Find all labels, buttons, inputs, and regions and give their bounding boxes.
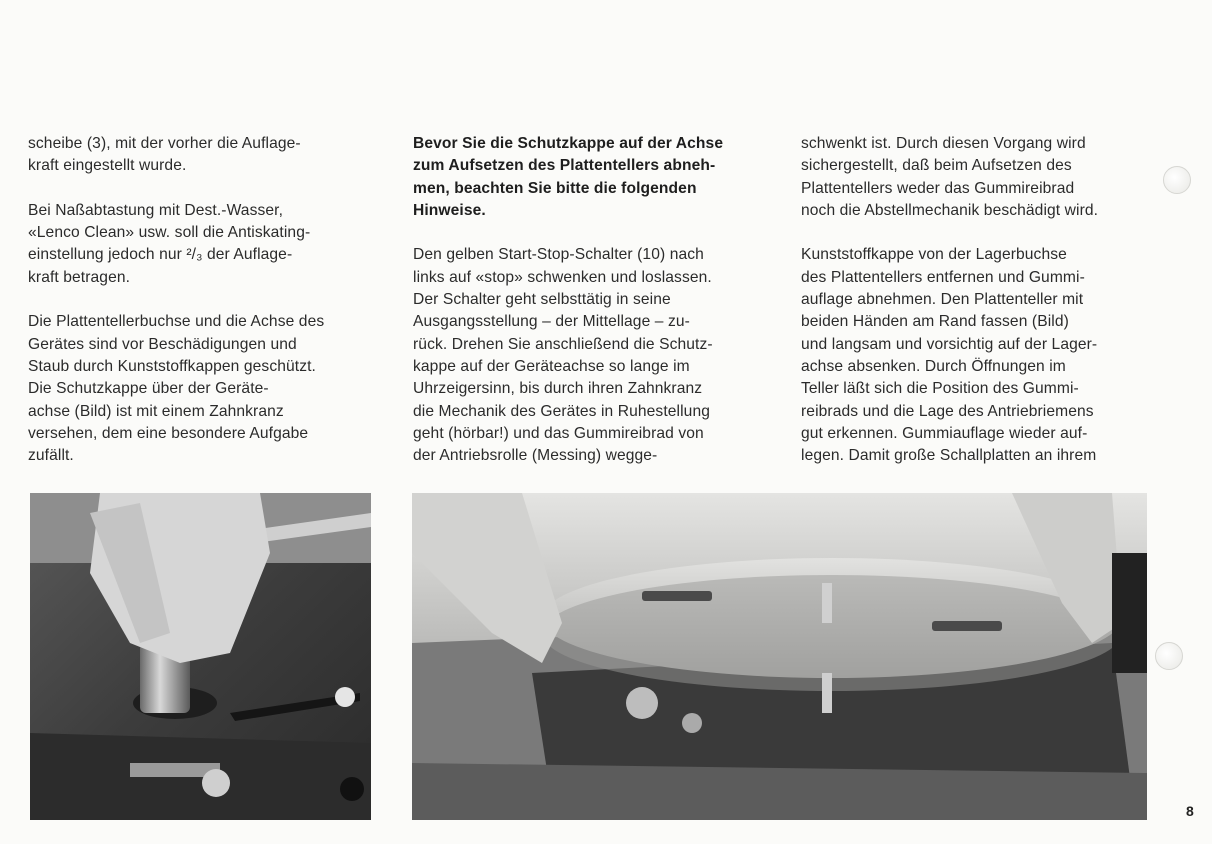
photo-protective-cap-image [30, 493, 371, 820]
paragraph: Die Plattentellerbuchse und die Achse des Gerätes sind vor Beschädigungen und Staub durch Kunststoffkappen geschützt. Die Schutzkappe über der Geräte- achse (Bild) ist mit einem Zahnkranz versehen, dem eine besondere Aufgabe zufällt. [28, 313, 325, 465]
paragraph: Bei Naßabtastung mit Dest.-Wasser, «Lenco Clean» usw. soll die Antiskating- einstellung jedoch nur ²/₃ der Auflage- kraft betragen. [28, 201, 311, 286]
text-column-right [801, 133, 1163, 490]
text-column-middle [413, 133, 763, 490]
photo-platter-mounting-image [412, 493, 1147, 820]
instruction-heading: Bevor Sie die Schutzkappe auf der Achse zum Aufsetzen des Plattentellers abneh- men, beachten Sie bitte die folgenden Hinweise. [413, 135, 724, 219]
paragraph: Den gelben Start-Stop-Schalter (10) nach links auf «stop» schwenken und loslassen. Der Schalter geht selbsttätig in seine Ausgangsstellung – der Mittellage – zu- rück. Drehen Sie anschließend die Schutz- kappe auf der Geräteachse so lange im Uhrzeigersinn, bis durch ihren Zahnkranz die Mechanik des Gerätes in Ruhestellung geht (hörbar!) und das Gummireibrad von der Antriebsrolle (Messing) wegge- [413, 246, 713, 465]
paragraph: Kunststoffkappe von der Lagerbuchse des Plattentellers entfernen und Gummi- auflage abnehmen. Den Plattenteller mit beiden Händen am Rand fassen (Bild) und langsam und vorsichtig auf der Lager- achse absenken. Durch Öffnungen im Teller läßt sich die Position des Gummi- reibrads und die Lage des Antriebriemens gut erkennen. Gummiauflage wieder auf- legen. Damit große Schallplatten an ihrem [801, 246, 1098, 465]
photo-platter-mounting [412, 493, 1147, 820]
paragraph: scheibe (3), mit der vorher die Auflage- kraft eingestellt wurde. [28, 135, 301, 175]
paragraph: schwenkt ist. Durch diesen Vorgang wird sichergestellt, daß beim Aufsetzen des Plattentellers weder das Gummireibrad noch die Abstellmechanik beschädigt wird. [801, 135, 1099, 219]
page-number: 8 [1186, 803, 1194, 819]
photo-protective-cap [30, 493, 371, 820]
binder-hole-mark [1163, 166, 1191, 194]
binder-hole-mark [1155, 642, 1183, 670]
text-column-left [28, 133, 373, 490]
